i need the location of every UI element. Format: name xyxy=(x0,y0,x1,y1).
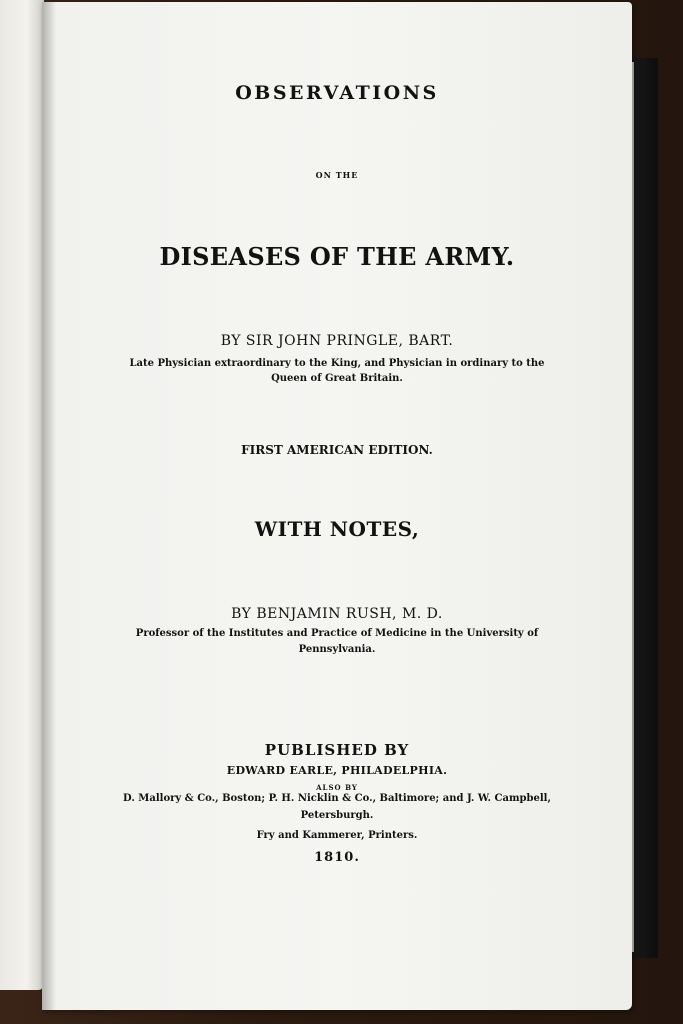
publisher-line: EDWARD EARLE, PHILADELPHIA. xyxy=(226,764,448,777)
with-notes-line: WITH NOTES, xyxy=(254,517,420,541)
author-affiliation-line1: Late Physician extraordinary to the King, and Physician in ordinary to the xyxy=(129,358,545,369)
title-page xyxy=(42,2,632,1010)
also-by-publishers-line2: Petersburgh. xyxy=(300,810,374,821)
left-page xyxy=(0,0,44,990)
also-by-publishers-line1: D. Mallory & Co., Boston; P. H. Nicklin & Co., Baltimore; and J. W. Campbell, xyxy=(123,793,551,804)
author-line: BY SIR JOHN PRINGLE, BART. xyxy=(220,333,454,349)
editor-affiliation-line1: Professor of the Institutes and Practice of Medicine in the University of xyxy=(135,628,539,639)
publication-year: 1810. xyxy=(314,850,360,865)
editor-affiliation-line2: Pennsylvania. xyxy=(298,644,376,655)
published-by-line: PUBLISHED BY xyxy=(264,741,410,759)
title-on-the: ON THE xyxy=(315,170,359,180)
editor-line: BY BENJAMIN RUSH, M. D. xyxy=(231,606,443,622)
author-affiliation-line2: Queen of Great Britain. xyxy=(271,373,403,384)
printers-line: Fry and Kammerer, Printers. xyxy=(256,830,418,841)
title-diseases: DISEASES OF THE ARMY. xyxy=(159,242,515,271)
also-by-line: ALSO BY xyxy=(316,783,358,792)
edition-line: FIRST AMERICAN EDITION. xyxy=(241,443,433,457)
title-observations: OBSERVATIONS xyxy=(235,82,439,104)
